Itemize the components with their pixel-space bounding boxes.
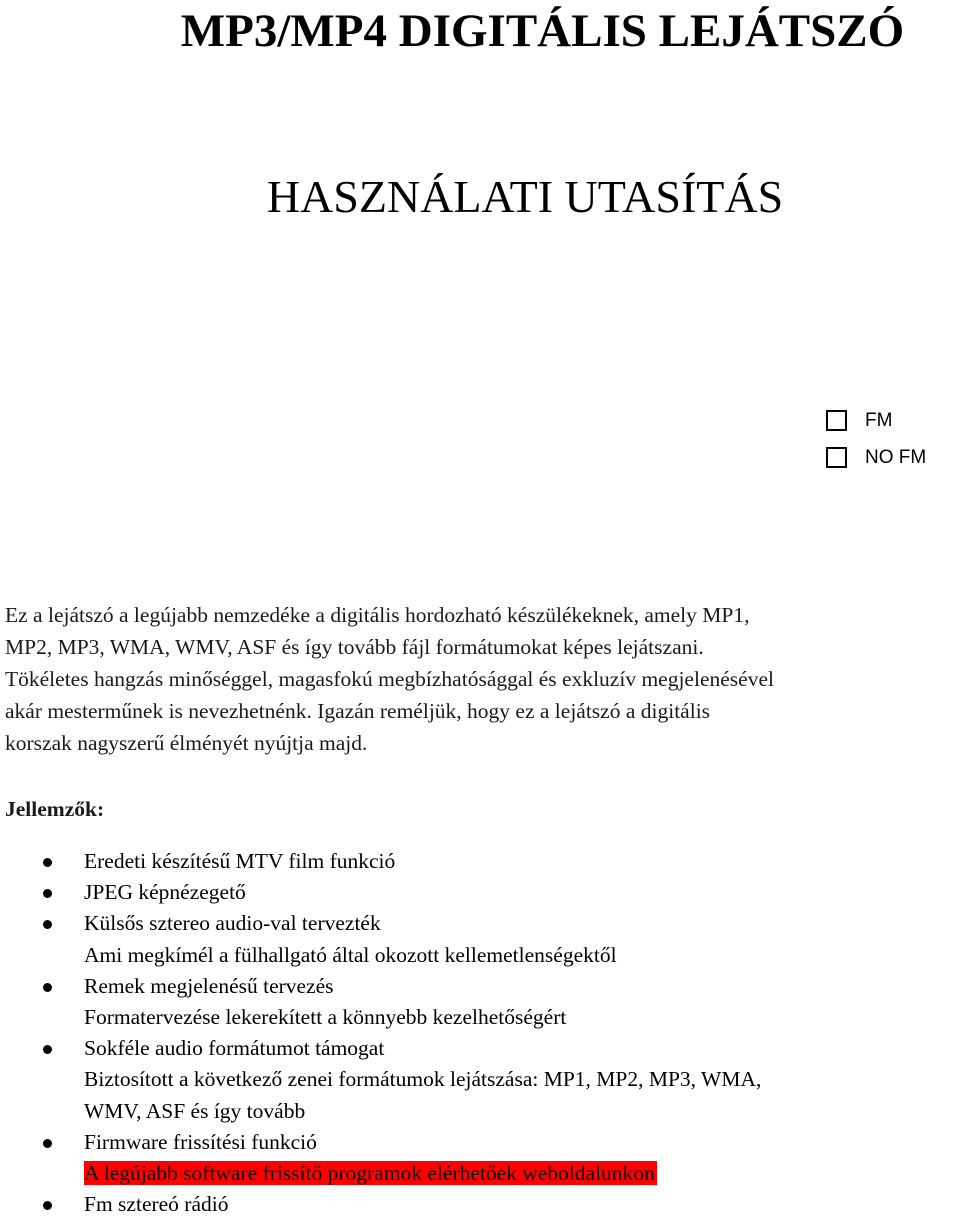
feature-text: Ami megkímél a fülhallgató által okozott kellemetlenségektől — [84, 942, 617, 967]
intro-line: korszak nagyszerű élményét nyújtja majd. — [5, 731, 368, 755]
bullet-icon — [43, 858, 52, 867]
feature-text: Biztosított a következő zenei formátumok lejátszása: MP1, MP2, MP3, WMA, — [84, 1067, 762, 1092]
document-subtitle: HASZNÁLATI UTASÍTÁS — [266, 171, 784, 222]
option-fm[interactable] — [826, 408, 926, 433]
feature-text: Fm sztereó rádió — [84, 1192, 229, 1217]
bullet-icon — [43, 983, 52, 992]
intro-line: Tökéletes hangzás minőséggel, magasfokú megbízhatósággal és exkluzív megjelenésével — [5, 667, 774, 691]
feature-text: JPEG képnézegető — [84, 880, 246, 905]
features-heading: Jellemzők: — [5, 797, 105, 821]
intro-line: akár mesterműnek is nevezhetnénk. Igazán reméljük, hogy ez a lejátszó a digitális — [5, 699, 711, 723]
feature-detail — [0, 1158, 960, 1189]
no-fm-checkbox[interactable] — [826, 447, 847, 468]
feature-text: WMV, ASF és így tovább — [84, 1098, 306, 1123]
fm-label: FM — [865, 409, 893, 431]
bullet-icon — [43, 1045, 52, 1054]
bullet-icon — [43, 920, 52, 929]
feature-item — [0, 908, 960, 939]
feature-text: Sokféle audio formátumot támogat — [84, 1036, 385, 1061]
features-list — [0, 846, 960, 1220]
intro-line: MP2, MP3, WMA, WMV, ASF és így tovább fájl formátumokat képes lejátszani. — [5, 635, 704, 659]
bullet-icon — [43, 889, 52, 898]
fm-checkbox[interactable] — [826, 410, 847, 431]
feature-item — [0, 1033, 960, 1064]
intro-paragraph — [5, 599, 960, 759]
intro-line: Ez a lejátszó a legújabb nemzedéke a digitális hordozható készülékeknek, amely MP1, — [5, 603, 750, 627]
feature-text: Eredeti készítésű MTV film funkció — [84, 849, 396, 873]
feature-item — [0, 1189, 960, 1220]
feature-item — [0, 1127, 960, 1158]
bullet-icon — [43, 1139, 52, 1148]
feature-item — [0, 846, 960, 877]
feature-item — [0, 877, 960, 908]
feature-detail — [0, 1064, 960, 1095]
document-title: MP3/MP4 DIGITÁLIS LEJÁTSZÓ — [180, 5, 905, 57]
feature-text: Firmware frissítési funkció — [84, 1129, 317, 1154]
fm-options — [826, 408, 926, 482]
bullet-icon — [43, 1201, 52, 1210]
feature-text: Formatervezése lekerekített a könnyebb kezelhetőségért — [84, 1005, 567, 1030]
feature-detail — [0, 940, 960, 971]
highlighted-feature-text: A legújabb software frissítő programok elérhetőek weboldalunkon — [84, 1161, 655, 1186]
option-no-fm[interactable] — [826, 445, 926, 470]
feature-detail — [0, 1002, 960, 1033]
feature-item — [0, 971, 960, 1002]
feature-text: Remek megjelenésű tervezés — [84, 973, 334, 998]
no-fm-label: NO FM — [865, 446, 927, 468]
feature-detail — [0, 1096, 960, 1127]
feature-text: Külsős sztereo audio-val tervezték — [84, 911, 381, 936]
